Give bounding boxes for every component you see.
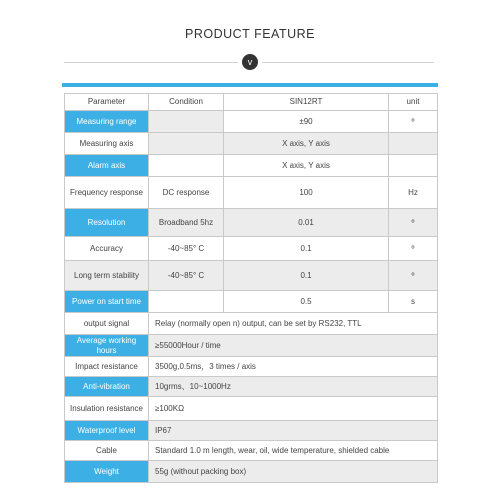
header-condition: Condition bbox=[149, 94, 224, 111]
header-model: SIN12RT bbox=[224, 94, 389, 111]
value-cell: 10grms、10~1000Hz bbox=[149, 377, 438, 397]
value-cell: ≥55000Hour / time bbox=[149, 335, 438, 357]
param-label: Weight bbox=[65, 461, 149, 483]
table-row bbox=[65, 421, 438, 441]
header-parameter: Parameter bbox=[65, 94, 149, 111]
param-label: Long term stability bbox=[65, 261, 149, 291]
condition-cell bbox=[149, 291, 224, 313]
table-row bbox=[65, 209, 438, 237]
unit-cell: º bbox=[389, 209, 438, 237]
section-title: PRODUCT FEATURE bbox=[185, 27, 315, 41]
table-row bbox=[65, 313, 438, 335]
condition-cell: -40~85° C bbox=[149, 261, 224, 291]
value-cell: 0.5 bbox=[224, 291, 389, 313]
value-cell: Relay (normally open n) output, can be set by RS232, TTL bbox=[149, 313, 438, 335]
param-label: Frequency response bbox=[65, 177, 149, 209]
title-divider-right bbox=[262, 62, 434, 63]
param-label: Waterproof level bbox=[65, 421, 149, 441]
table-row bbox=[65, 377, 438, 397]
param-label: Average working hours bbox=[65, 335, 149, 357]
table-row bbox=[65, 237, 438, 261]
param-label: Impact resistance bbox=[65, 357, 149, 377]
value-cell: 55g (without packing box) bbox=[149, 461, 438, 483]
spec-table bbox=[64, 93, 438, 483]
param-label: Insulation resistance bbox=[65, 397, 149, 421]
unit-cell: º bbox=[389, 261, 438, 291]
unit-cell: Hz bbox=[389, 177, 438, 209]
condition-cell bbox=[149, 111, 224, 133]
table-row bbox=[65, 357, 438, 377]
param-label: Power on start time bbox=[65, 291, 149, 313]
unit-cell bbox=[389, 133, 438, 155]
table-row bbox=[65, 133, 438, 155]
param-label: Alarm axis bbox=[65, 155, 149, 177]
table-row bbox=[65, 441, 438, 461]
table-row bbox=[65, 461, 438, 483]
table-row bbox=[65, 177, 438, 209]
value-cell: 0.1 bbox=[224, 237, 389, 261]
unit-cell: s bbox=[389, 291, 438, 313]
unit-cell: º bbox=[389, 237, 438, 261]
param-label: Resolution bbox=[65, 209, 149, 237]
unit-cell bbox=[389, 155, 438, 177]
value-cell: X axis, Y axis bbox=[224, 155, 389, 177]
condition-cell: -40~85° C bbox=[149, 237, 224, 261]
param-label: Accuracy bbox=[65, 237, 149, 261]
table-row bbox=[65, 155, 438, 177]
table-row bbox=[65, 397, 438, 421]
condition-cell: DC response bbox=[149, 177, 224, 209]
param-label: Anti-vibration bbox=[65, 377, 149, 397]
unit-cell: º bbox=[389, 111, 438, 133]
table-row bbox=[65, 111, 438, 133]
value-cell: ±90 bbox=[224, 111, 389, 133]
table-row bbox=[65, 261, 438, 291]
value-cell: Standard 1.0 m length, wear, oil, wide temperature, shielded cable bbox=[149, 441, 438, 461]
value-cell: X axis, Y axis bbox=[224, 133, 389, 155]
param-label: Measuring range bbox=[65, 111, 149, 133]
value-cell: 100 bbox=[224, 177, 389, 209]
condition-cell bbox=[149, 133, 224, 155]
condition-cell bbox=[149, 155, 224, 177]
accent-band bbox=[62, 83, 438, 87]
param-label: output signal bbox=[65, 313, 149, 335]
param-label: Measuring axis bbox=[65, 133, 149, 155]
chevron-down-icon: v bbox=[242, 54, 258, 70]
condition-cell: Broadband 5hz bbox=[149, 209, 224, 237]
title-divider-left bbox=[64, 62, 238, 63]
table-row bbox=[65, 291, 438, 313]
header-unit: unit bbox=[389, 94, 438, 111]
table-header-row bbox=[65, 94, 438, 111]
value-cell: 0.1 bbox=[224, 261, 389, 291]
value-cell: 0.01 bbox=[224, 209, 389, 237]
value-cell: ≥100KΩ bbox=[149, 397, 438, 421]
param-label: Cable bbox=[65, 441, 149, 461]
value-cell: IP67 bbox=[149, 421, 438, 441]
table-row bbox=[65, 335, 438, 357]
value-cell: 3500g,0.5ms，3 times / axis bbox=[149, 357, 438, 377]
